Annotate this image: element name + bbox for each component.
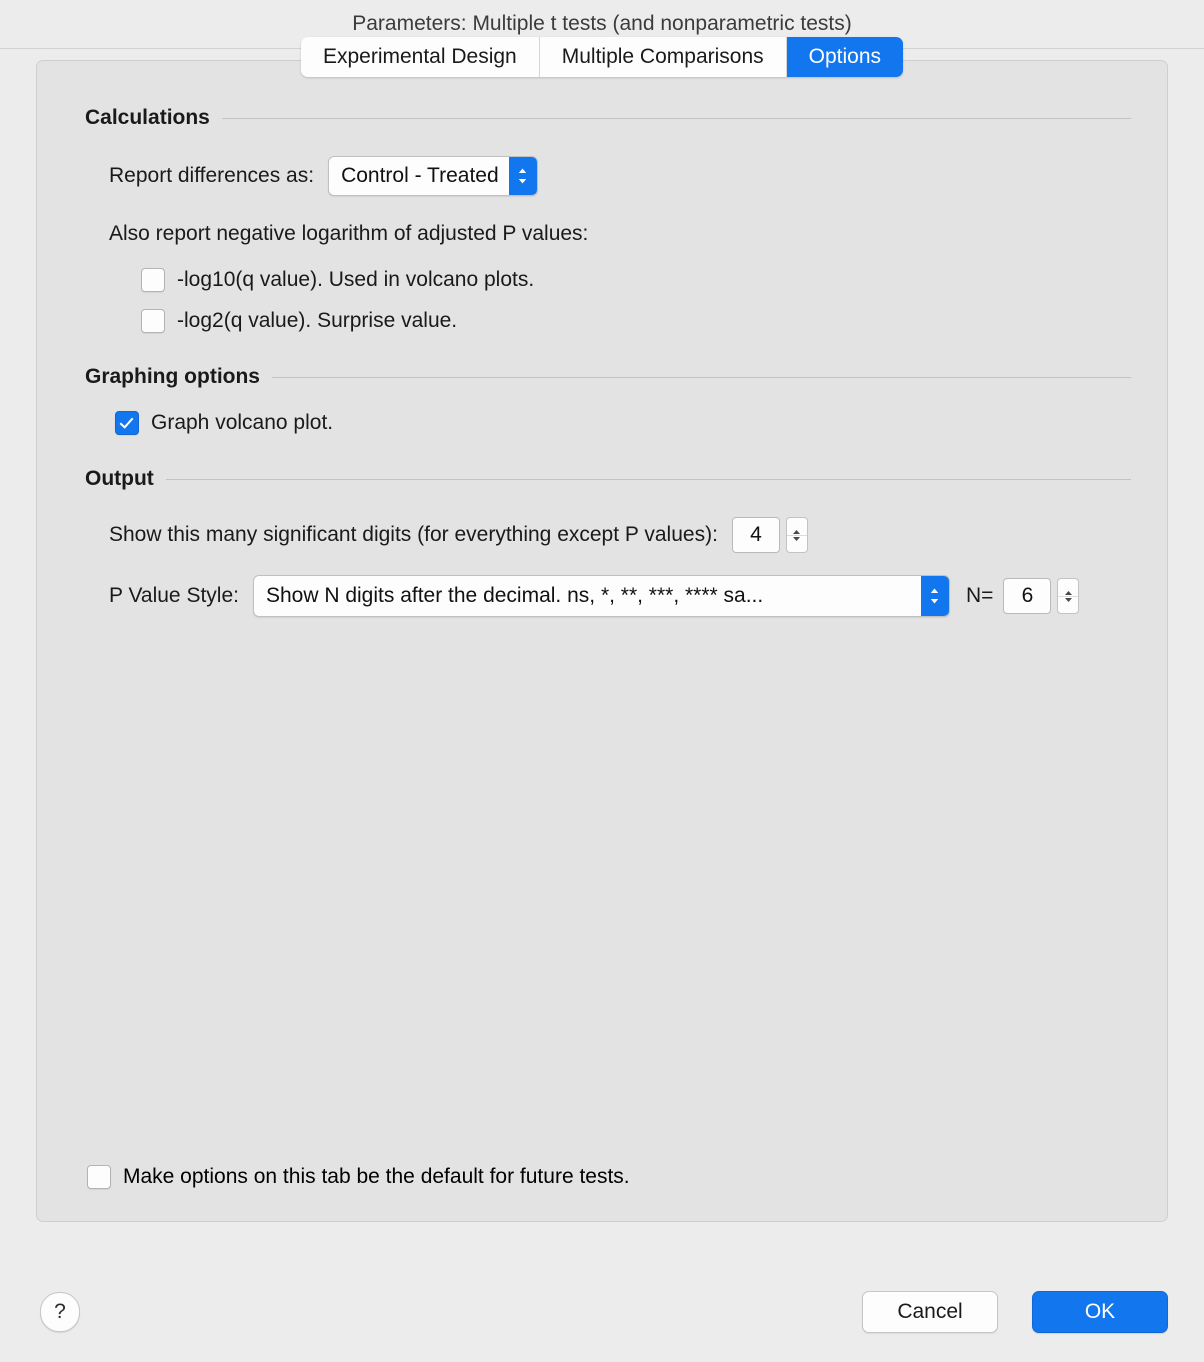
cancel-button[interactable]: Cancel xyxy=(862,1291,998,1333)
n-label: N= xyxy=(965,584,994,607)
significant-digits-stepper[interactable] xyxy=(786,517,808,553)
tab-multiple-comparisons[interactable]: Multiple Comparisons xyxy=(540,37,787,77)
ok-button[interactable]: OK xyxy=(1032,1291,1168,1333)
n-stepper[interactable] xyxy=(1057,578,1079,614)
section-divider xyxy=(222,118,1131,119)
chevron-updown-icon xyxy=(509,157,537,195)
section-output xyxy=(37,467,1167,491)
tab-experimental-design[interactable]: Experimental Design xyxy=(301,37,540,77)
significant-digits-row xyxy=(37,517,1167,553)
negative-log-label: Also report negative logarithm of adjusted P values: xyxy=(109,222,589,245)
report-differences-value: Control - Treated xyxy=(341,164,499,187)
dialog-button-bar xyxy=(0,1262,1204,1362)
log2-checkbox[interactable] xyxy=(141,309,165,333)
section-divider xyxy=(272,377,1131,378)
section-calculations xyxy=(37,106,1167,130)
log2-label: -log2(q value). Surprise value. xyxy=(177,309,458,332)
section-calculations-title: Calculations xyxy=(85,106,210,129)
section-graphing-title: Graphing options xyxy=(85,365,260,388)
negative-log-label-row xyxy=(37,222,1167,246)
log2-row[interactable] xyxy=(37,309,1167,333)
section-graphing xyxy=(37,365,1167,389)
p-value-style-value: Show N digits after the decimal. ns, *, **, ***, **** sa... xyxy=(265,584,764,607)
help-button[interactable]: ? xyxy=(40,1292,80,1332)
p-value-style-row xyxy=(37,575,1167,617)
report-differences-label: Report differences as: xyxy=(109,164,315,187)
significant-digits-label: Show this many significant digits (for everything except P values): xyxy=(109,523,718,546)
n-input[interactable]: 6 xyxy=(1003,578,1051,614)
log10-row[interactable] xyxy=(37,268,1167,292)
make-default-checkbox[interactable] xyxy=(87,1165,111,1189)
log10-label: -log10(q value). Used in volcano plots. xyxy=(177,268,535,291)
section-output-title: Output xyxy=(85,467,154,490)
graph-volcano-label: Graph volcano plot. xyxy=(151,411,334,434)
tab-options[interactable]: Options xyxy=(787,37,903,77)
report-differences-row xyxy=(37,156,1167,196)
p-value-style-select[interactable] xyxy=(253,575,950,617)
significant-digits-input[interactable]: 4 xyxy=(732,517,780,553)
make-default-label: Make options on this tab be the default for future tests. xyxy=(123,1165,630,1188)
report-differences-select[interactable] xyxy=(328,156,538,196)
tab-bar xyxy=(37,37,1167,77)
section-divider xyxy=(166,479,1131,480)
volcano-row[interactable] xyxy=(37,411,1167,435)
window-title: Parameters: Multiple t tests (and nonparametric tests) xyxy=(352,12,852,35)
parameters-dialog xyxy=(36,45,1168,1222)
chevron-updown-icon xyxy=(921,576,949,616)
graph-volcano-checkbox[interactable] xyxy=(115,411,139,435)
make-default-row[interactable] xyxy=(87,1165,630,1189)
log10-checkbox[interactable] xyxy=(141,268,165,292)
p-value-style-label: P Value Style: xyxy=(109,584,239,607)
